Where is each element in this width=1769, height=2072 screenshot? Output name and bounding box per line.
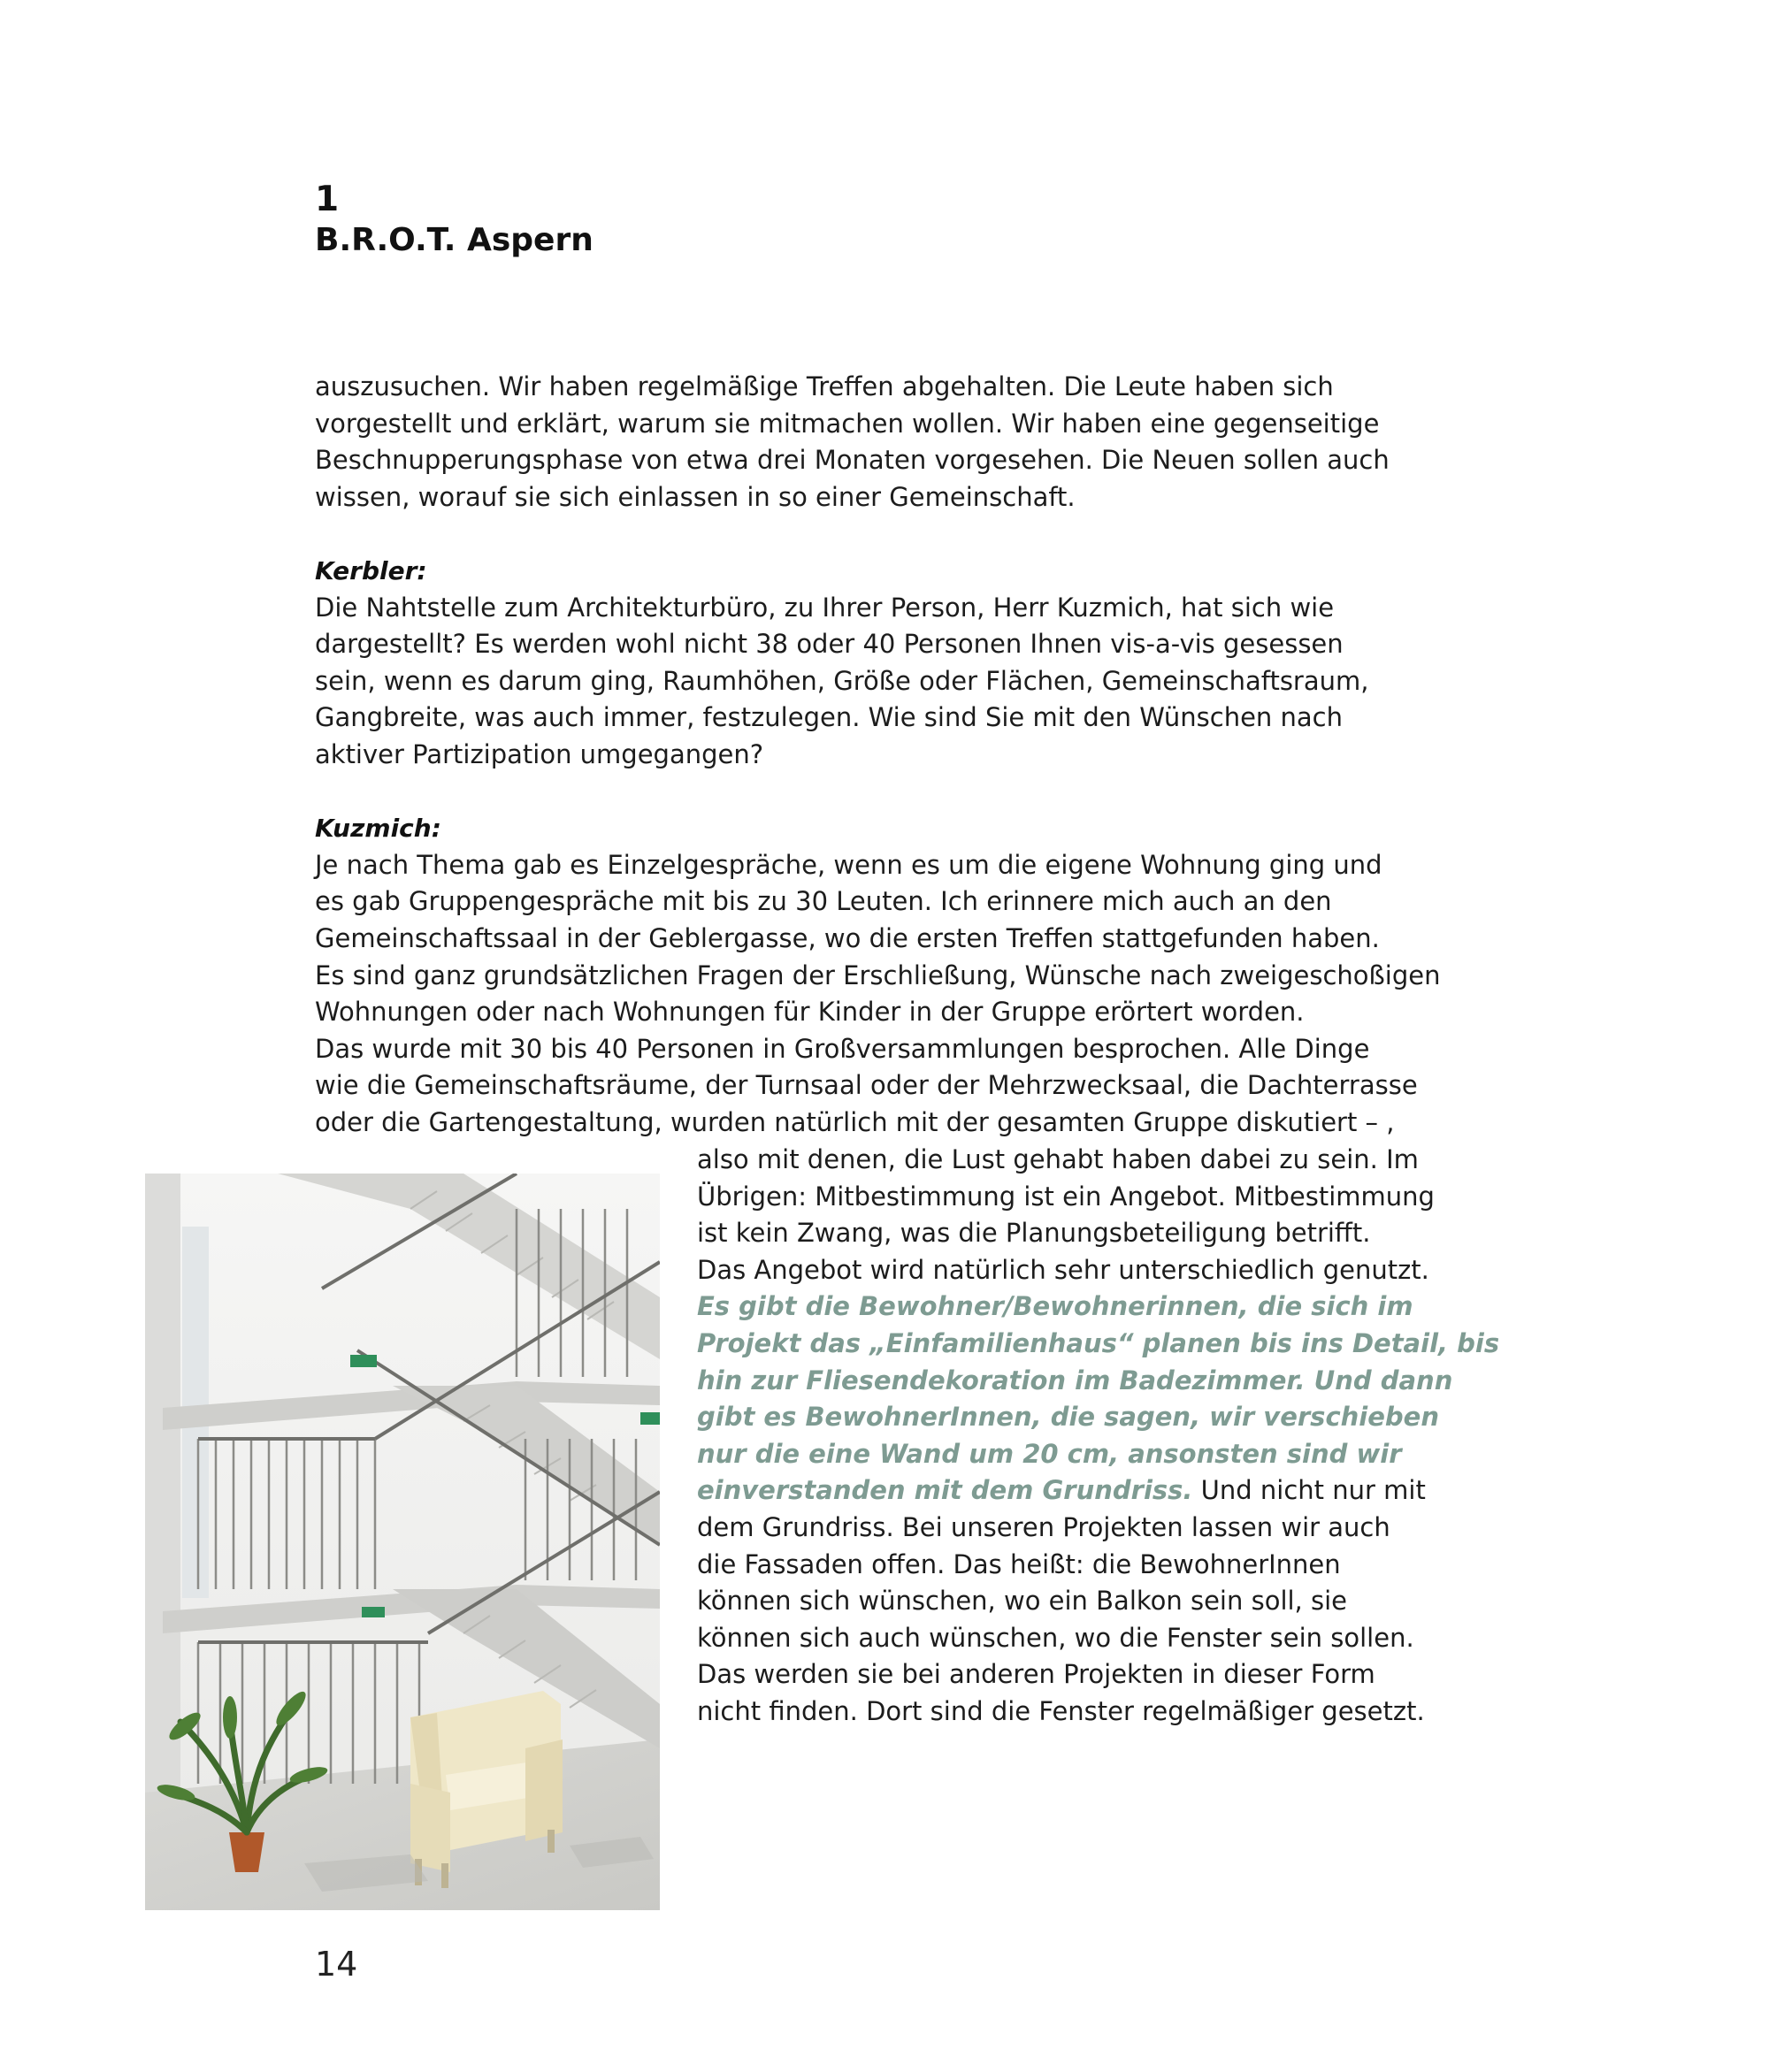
- text-line: wie die Gemeinschaftsräume, der Turnsaal oder der Mehrzwecksaal, die Dachterrasse: [315, 1070, 1418, 1101]
- text-line: Es sind ganz grundsätzlichen Fragen der Erschließung, Wünsche nach zweigeschoßigen: [315, 960, 1441, 990]
- text-line: ist kein Zwang, was die Planungsbeteiligung betrifft.: [697, 1218, 1371, 1249]
- section-number: 1: [315, 180, 340, 219]
- text-line: dem Grundriss. Bei unseren Projekten lassen wir auch: [697, 1511, 1390, 1542]
- text-line: vorgestellt und erklärt, warum sie mitmachen wollen. Wir haben eine gegenseitige: [315, 408, 1380, 439]
- staircase-illustration: [145, 1174, 660, 1910]
- text-line: Gemeinschaftssaal in der Geblergasse, wo die ersten Treffen stattgefunden haben.: [315, 922, 1380, 953]
- highlight-line: gibt es BewohnerInnen, die sagen, wir verschieben: [697, 1402, 1439, 1433]
- section-heading: [315, 180, 593, 261]
- highlight-line: Projekt das „Einfamilienhaus“ planen bis ins Detail, bis: [697, 1327, 1500, 1358]
- text-line: Das Angebot wird natürlich sehr unterschiedlich genutzt.: [697, 1254, 1429, 1285]
- text-line: Beschnupperungsphase von etwa drei Monaten vorgesehen. Die Neuen sollen auch: [315, 445, 1390, 476]
- interview-text-column: [697, 1142, 1499, 1731]
- highlight-line: hin zur Fliesendekoration im Badezimmer. Und dann: [697, 1365, 1453, 1395]
- text-line: auszusuchen. Wir haben regelmäßige Treffen abgehalten. Die Leute haben sich: [315, 371, 1334, 401]
- text-line: nicht finden. Dort sind die Fenster regelmäßiger gesetzt.: [697, 1695, 1425, 1726]
- text-line: können sich wünschen, wo ein Balkon sein soll, sie: [697, 1586, 1347, 1617]
- text-line: können sich auch wünschen, wo die Fenster sein sollen.: [697, 1622, 1414, 1653]
- text-line: es gab Gruppengespräche mit bis zu 30 Leuten. Ich erinnere mich auch an den: [315, 886, 1332, 917]
- paragraph-1: [315, 369, 1441, 516]
- highlight-line: einverstanden mit dem Grundriss.: [697, 1475, 1193, 1506]
- text-line: sein, wenn es darum ging, Raumhöhen, Größe oder Flächen, Gemeinschaftsraum,: [315, 665, 1369, 696]
- highlight-line: Es gibt die Bewohner/Bewohnerinnen, die sich im: [697, 1291, 1413, 1322]
- text-line: also mit denen, die Lust gehabt haben dabei zu sein. Im: [697, 1144, 1419, 1174]
- text-line: Je nach Thema gab es Einzelgespräche, wenn es um die eigene Wohnung ging und: [315, 849, 1382, 880]
- interview-text: [315, 369, 1441, 1141]
- text-line: Wohnungen oder nach Wohnungen für Kinder in der Gruppe erörtert worden.: [315, 997, 1305, 1028]
- speaker-label-kuzmich: Kuzmich:: [315, 814, 441, 844]
- text-line: Gangbreite, was auch immer, festzulegen. Wie sind Sie mit den Wünschen nach: [315, 702, 1343, 733]
- staircase-photo: [145, 1174, 660, 1910]
- text-line: Die Nahtstelle zum Architekturbüro, zu Ihrer Person, Herr Kuzmich, hat sich wie: [315, 592, 1335, 623]
- page-number: 14: [315, 1945, 358, 1984]
- text-line: aktiver Partizipation umgegangen?: [315, 738, 764, 769]
- text-line: wissen, worauf sie sich einlassen in so einer Gemeinschaft.: [315, 481, 1076, 512]
- text-line: oder die Gartengestaltung, wurden natürlich mit der gesamten Gruppe diskutiert – ,: [315, 1106, 1395, 1137]
- section-title: B.R.O.T. Aspern: [315, 222, 593, 258]
- paragraph-3-continued: [697, 1142, 1499, 1731]
- text-line: Das werden sie bei anderen Projekten in dieser Form: [697, 1659, 1375, 1690]
- paragraph-2: [315, 590, 1441, 774]
- text-line: dargestellt? Es werden wohl nicht 38 oder 40 Personen Ihnen vis-a-vis gesessen: [315, 629, 1344, 660]
- speaker-label-kerbler: Kerbler:: [315, 555, 427, 585]
- text-line: Und nicht nur mit: [1192, 1475, 1426, 1506]
- paragraph-3: [315, 847, 1441, 1142]
- text-line: die Fassaden offen. Das heißt: die BewohnerInnen: [697, 1548, 1341, 1579]
- text-line: Das wurde mit 30 bis 40 Personen in Großversammlungen besprochen. Alle Dinge: [315, 1033, 1370, 1064]
- text-line: Übrigen: Mitbestimmung ist ein Angebot. Mitbestimmung: [697, 1181, 1435, 1212]
- highlight-line: nur die eine Wand um 20 cm, ansonsten sind wir: [697, 1438, 1402, 1469]
